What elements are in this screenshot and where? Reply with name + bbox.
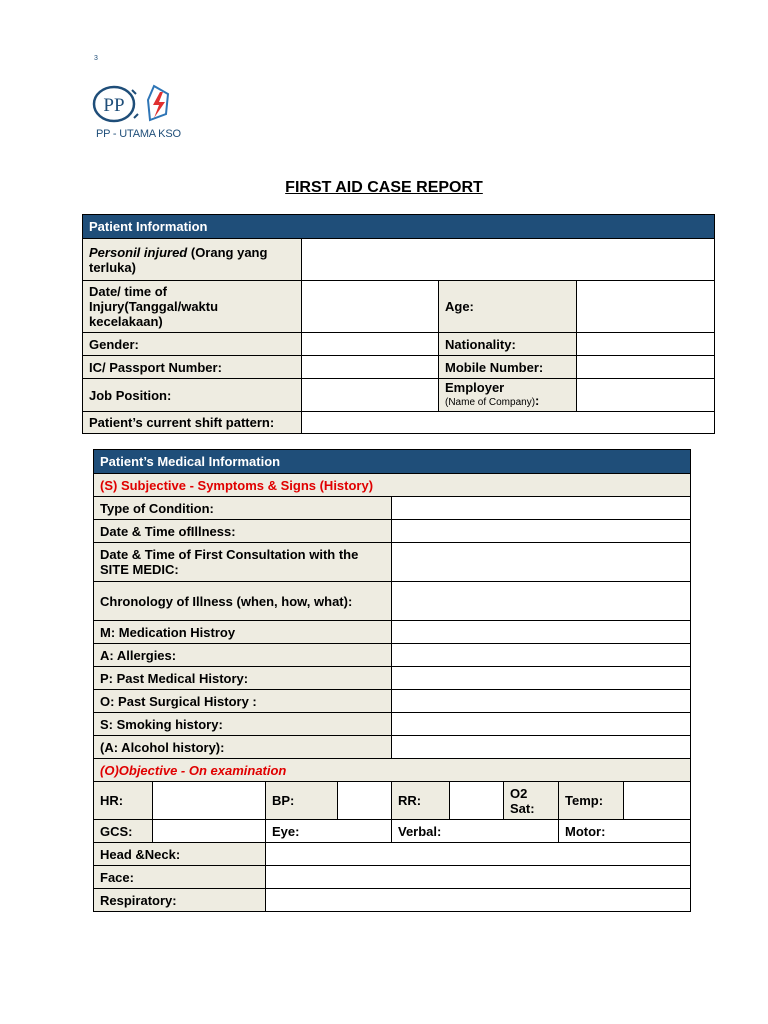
logo-caption: PP - UTAMA KSO: [96, 128, 181, 140]
chronology-label: Chronology of Illness (when, how, what):: [94, 582, 392, 621]
first-consultation-label: Date & Time of First Consultation with the SITE MEDIC:: [94, 543, 392, 582]
allergies-field[interactable]: [392, 644, 691, 667]
hr-label: HR:: [94, 782, 153, 820]
past-medical-history-label: P: Past Medical History:: [94, 667, 392, 690]
gender-field[interactable]: [302, 333, 439, 356]
alcohol-history-label: (A: Alcohol history):: [94, 736, 392, 759]
medication-history-label: M: Medication Histroy: [94, 621, 392, 644]
date-time-injury-field[interactable]: [302, 281, 439, 333]
nationality-field[interactable]: [577, 333, 715, 356]
personil-injured-field[interactable]: [302, 239, 715, 281]
smoking-history-label: S: Smoking history:: [94, 713, 392, 736]
first-consultation-field[interactable]: [392, 543, 691, 582]
eye-label[interactable]: Eye:: [266, 820, 392, 843]
patient-information-header: Patient Information: [83, 215, 715, 239]
temp-label: Temp:: [559, 782, 624, 820]
company-logo: [92, 80, 188, 146]
nationality-label: Nationality:: [439, 333, 577, 356]
face-label: Face:: [94, 866, 266, 889]
past-medical-history-field[interactable]: [392, 667, 691, 690]
medical-information-table: [93, 449, 691, 912]
patient-information-table: [82, 214, 715, 434]
objective-section-header: (O)Objective - On examination: [94, 759, 691, 782]
medical-information-header: Patient’s Medical Information: [94, 450, 691, 474]
head-neck-field[interactable]: [266, 843, 691, 866]
temp-field[interactable]: [624, 782, 691, 820]
past-surgical-history-label: O: Past Surgical History :: [94, 690, 392, 713]
type-of-condition-field[interactable]: [392, 497, 691, 520]
gcs-field[interactable]: [153, 820, 266, 843]
date-time-illness-field[interactable]: [392, 520, 691, 543]
employer-text: Employer: [445, 380, 505, 395]
rr-label: RR:: [392, 782, 450, 820]
ic-passport-label: IC/ Passport Number:: [83, 356, 302, 379]
face-field[interactable]: [266, 866, 691, 889]
respiratory-label: Respiratory:: [94, 889, 266, 912]
smoking-history-field[interactable]: [392, 713, 691, 736]
verbal-label[interactable]: Verbal:: [392, 820, 559, 843]
personil-injured-italic: Personil injured: [89, 244, 188, 260]
chronology-field[interactable]: [392, 582, 691, 621]
job-position-field[interactable]: [302, 379, 439, 412]
age-label: Age:: [439, 281, 577, 333]
o2-sat-label: O2 Sat:: [504, 782, 559, 820]
age-field[interactable]: [577, 281, 715, 333]
gcs-label: GCS:: [94, 820, 153, 843]
alcohol-history-field[interactable]: [392, 736, 691, 759]
job-position-label: Job Position:: [83, 379, 302, 412]
employer-label: [439, 379, 577, 412]
motor-label[interactable]: Motor:: [559, 820, 691, 843]
employer-note: (Name of Company): [445, 397, 536, 408]
mobile-number-field[interactable]: [577, 356, 715, 379]
shift-pattern-field[interactable]: [302, 412, 715, 434]
medication-history-field[interactable]: [392, 621, 691, 644]
employer-colon: :: [535, 393, 540, 408]
allergies-label: A: Allergies:: [94, 644, 392, 667]
personil-injured-label: [83, 239, 302, 281]
bp-label: BP:: [266, 782, 338, 820]
page-number: 3: [94, 55, 98, 62]
ic-passport-field[interactable]: [302, 356, 439, 379]
bp-field[interactable]: [338, 782, 392, 820]
shift-pattern-label: Patient’s current shift pattern:: [83, 412, 302, 434]
date-time-illness-label: Date & Time ofIllness:: [94, 520, 392, 543]
head-neck-label: Head &Neck:: [94, 843, 266, 866]
mobile-number-label: Mobile Number:: [439, 356, 577, 379]
date-time-injury-label: Date/ time of Injury(Tanggal/waktu kecelakaan): [83, 281, 302, 333]
rr-field[interactable]: [450, 782, 504, 820]
document-title: FIRST AID CASE REPORT: [285, 179, 483, 196]
employer-field[interactable]: [577, 379, 715, 412]
personil-injured-rest: (Orang yang terluka): [89, 244, 268, 275]
subjective-section-header: (S) Subjective - Symptoms & Signs (History): [94, 474, 691, 497]
gender-label: Gender:: [83, 333, 302, 356]
hr-field[interactable]: [153, 782, 266, 820]
pp-logo-icon: [92, 80, 188, 128]
logo-initials: PP: [103, 95, 125, 116]
past-surgical-history-field[interactable]: [392, 690, 691, 713]
type-of-condition-label: Type of Condition:: [94, 497, 392, 520]
respiratory-field[interactable]: [266, 889, 691, 912]
